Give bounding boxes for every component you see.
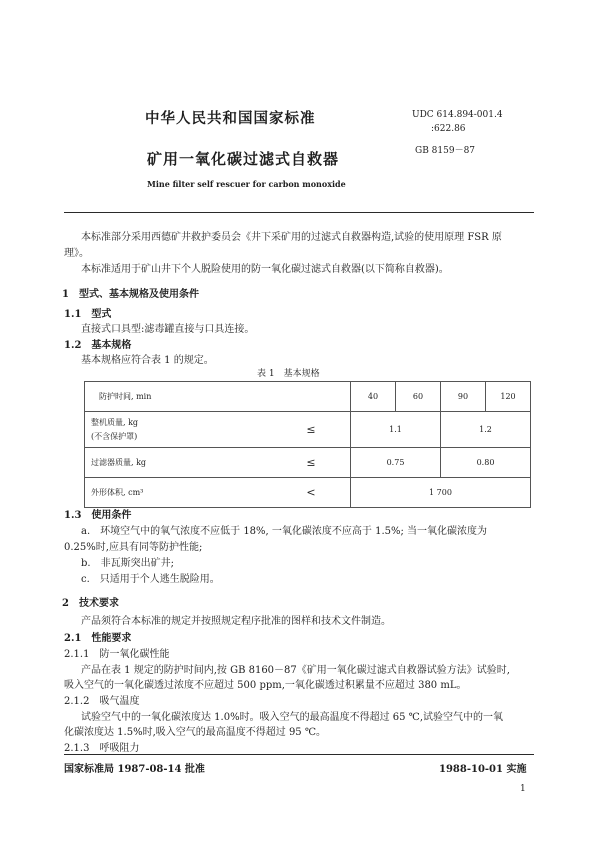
- udc-code: UDC 614.894-001.4: [412, 110, 503, 120]
- footer-rule: [64, 754, 534, 755]
- section-1-1-text: 直接式口具型:滤毒罐直接与口具连接。: [81, 324, 255, 335]
- table-col-header: 防护时间, min: [85, 382, 351, 412]
- table-caption: 表 1 基本规格: [257, 369, 320, 379]
- section-2-1-1-heading: 2.1.1 防一氧化碳性能: [64, 649, 170, 660]
- row-operator: <: [272, 478, 351, 508]
- table-row: [85, 478, 531, 508]
- section-2-1-heading: 2.1 性能要求: [64, 633, 132, 644]
- duration-60: 60: [396, 382, 441, 412]
- row-value: 1.1: [351, 412, 441, 448]
- section-1-1-heading: 1.1 型式: [64, 309, 112, 320]
- row-value: 1.2: [441, 412, 531, 448]
- duration-90: 90: [441, 382, 486, 412]
- approval-line: 国家标准局 1987-08-14 批准: [64, 764, 205, 775]
- row-operator: ≤: [272, 448, 351, 478]
- section-2-1-2-line1: 试验空气中的一氧化碳浓度达 1.0%时。吸入空气的最高温度不得超过 65 ℃,试验空气中的一氧: [81, 712, 504, 723]
- section-2-1-1-line2: 吸入空气的一氧化碳透过浓度不应超过 500 ppm,一氧化碳透过积累量不应超过 380 mL。: [64, 680, 467, 691]
- header-rule: [64, 212, 534, 213]
- scope-paragraph: 本标准适用于矿山井下个人脱险使用的防一氧化碳过滤式自救器(以下简称自救器)。: [81, 264, 449, 275]
- row-value: 0.75: [351, 448, 441, 478]
- section-1-2-heading: 1.2 基本规格: [64, 340, 132, 351]
- spec-table: [84, 381, 531, 508]
- national-standard-heading: 中华人民共和国国家标准: [145, 110, 316, 127]
- document-title: 矿用一氧化碳过滤式自救器: [147, 150, 340, 168]
- row-sublabel: (不含保护罩): [91, 431, 138, 441]
- page-number: 1: [520, 784, 526, 794]
- duration-120: 120: [486, 382, 531, 412]
- section-2-1-1-line1: 产品在表 1 规定的防护时间内,按 GB 8160－87《矿用一氧化碳过滤式自救器试验方法》试验时,: [81, 665, 510, 676]
- row-label: 整机质量, kg: [91, 417, 139, 427]
- table-row: [85, 448, 531, 478]
- section-1-heading: 1 型式、基本规格及使用条件: [62, 289, 199, 300]
- condition-a-line1: a. 环境空气中的氧气浓度不应低于 18%, 一氧化碳浓度不应高于 1.5%; 当一氧化碳浓度为: [81, 526, 488, 537]
- section-1-2-text: 基本规格应符合表 1 的规定。: [81, 355, 214, 366]
- section-2-heading: 2 技术要求: [62, 598, 119, 609]
- condition-a-line2: 0.25%时,应具有同等防护性能;: [64, 542, 203, 553]
- duration-40: 40: [351, 382, 396, 412]
- condition-b: b. 非瓦斯突出矿井;: [81, 558, 174, 569]
- intro-paragraph-line1: 本标准部分采用西德矿井救护委员会《井下采矿用的过滤式自救器构造,试验的使用原理 FSR 原: [81, 232, 502, 243]
- udc-code-continuation: :622.86: [431, 124, 466, 134]
- section-1-3-heading: 1.3 使用条件: [64, 510, 132, 521]
- implementation-line: 1988-10-01 实施: [439, 764, 527, 775]
- row-label: 外形体积, cm³: [85, 478, 273, 508]
- row-value: 0.80: [441, 448, 531, 478]
- row-value: 1 700: [351, 478, 531, 508]
- document-title-english: Mine filter self rescuer for carbon monoxide: [147, 179, 346, 189]
- section-2-intro: 产品须符合本标准的规定并按照规定程序批准的图样和技术文件制造。: [81, 616, 391, 627]
- condition-c: c. 只适用于个人逃生脱险用。: [81, 574, 220, 585]
- table-row: [85, 412, 531, 448]
- section-2-1-3-heading: 2.1.3 呼吸阻力: [64, 743, 140, 754]
- section-2-1-2-line2: 化碳浓度达 1.5%时,吸入空气的最高温度不得超过 95 ℃。: [64, 727, 327, 738]
- row-operator: ≤: [272, 412, 351, 448]
- gb-code: GB 8159－87: [415, 146, 476, 156]
- intro-paragraph-line2: 理》。: [64, 248, 89, 259]
- section-2-1-2-heading: 2.1.2 吸气温度: [64, 696, 140, 707]
- table-header-row: [85, 382, 531, 412]
- row-label: 过滤器质量, kg: [85, 448, 273, 478]
